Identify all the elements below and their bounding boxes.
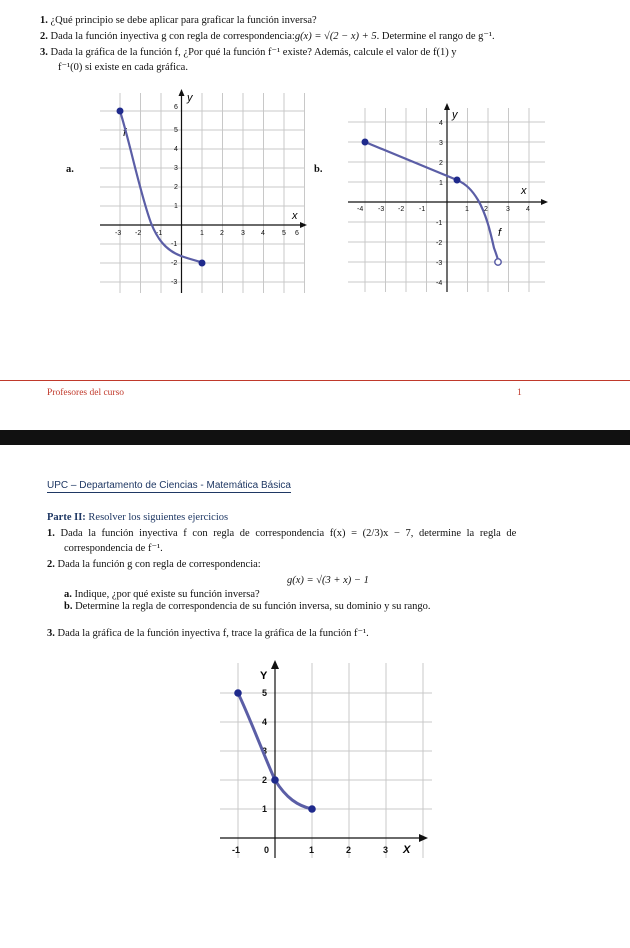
svg-text:2: 2 <box>262 775 268 785</box>
svg-text:4: 4 <box>262 717 268 727</box>
svg-text:-2: -2 <box>135 230 142 237</box>
svg-text:-1: -1 <box>156 230 163 237</box>
svg-text:-2: -2 <box>398 206 405 213</box>
footer-divider <box>0 380 630 381</box>
svg-text:-4: -4 <box>357 206 364 213</box>
graph-c-x-label: X <box>403 844 411 856</box>
svg-text:-2: -2 <box>171 260 178 267</box>
svg-text:3: 3 <box>383 845 389 855</box>
svg-text:1: 1 <box>174 203 178 210</box>
part-title: Parte II: Resolver los siguientes ejercicios <box>47 512 229 523</box>
svg-text:4: 4 <box>261 230 265 237</box>
svg-text:3: 3 <box>241 230 245 237</box>
svg-text:3: 3 <box>439 140 443 147</box>
svg-text:-3: -3 <box>436 260 443 267</box>
svg-text:-1: -1 <box>232 845 241 855</box>
p2-question-2b: b. Determine la regla de correspondencia de su función inversa, su dominio y su rango. <box>64 601 431 612</box>
graph-c-start-point <box>234 689 242 697</box>
graph-a-start-point <box>117 108 124 115</box>
graph-c-ticks <box>232 688 388 855</box>
graph-a <box>95 88 310 298</box>
graph-b <box>340 100 550 295</box>
svg-text:3: 3 <box>262 746 268 756</box>
svg-text:2: 2 <box>346 845 352 855</box>
svg-text:4: 4 <box>439 120 443 127</box>
department-header: UPC – Departamento de Ciencias - Matemática Básica <box>47 480 291 491</box>
question-2: 2. Dada la función inyectiva g con regla de correspondencia:g(x) = √(2 − x) + 5. Determine el rango de g⁻¹. <box>40 31 495 42</box>
question-3: 3. Dada la gráfica de la función f, ¿Por qué la función f⁻¹ existe? Además, calcule el valor de f(1) y <box>40 47 457 58</box>
svg-text:6: 6 <box>295 230 299 237</box>
graph-b-mid-point <box>454 177 461 184</box>
graph-a-label: a. <box>66 164 74 175</box>
svg-text:-1: -1 <box>436 220 443 227</box>
p2-question-1: 1. Dada la función inyectiva f con regla de correspondencia f(x) = (2/3)x − 7, determine la regla de <box>47 528 517 539</box>
graph-a-y-label: y <box>187 92 193 104</box>
graph-a-end-point <box>199 260 206 267</box>
svg-text:-2: -2 <box>436 240 443 247</box>
question-3-cont: f⁻¹(0) si existe en cada gráfica. <box>58 62 188 73</box>
svg-text:5: 5 <box>262 688 268 698</box>
footer-page-number: 1 <box>517 388 522 398</box>
svg-text:-3: -3 <box>115 230 122 237</box>
graph-b-y-label: y <box>452 109 458 121</box>
svg-text:2: 2 <box>439 160 443 167</box>
svg-text:-3: -3 <box>378 206 385 213</box>
svg-text:0: 0 <box>264 845 270 855</box>
p2-question-3: 3. Dada la gráfica de la función inyectiva f, trace la gráfica de la función f⁻¹. <box>47 628 369 639</box>
graph-a-func-label: f <box>123 127 127 139</box>
svg-text:5: 5 <box>282 230 286 237</box>
svg-text:1: 1 <box>309 845 315 855</box>
footer-left: Profesores del curso <box>47 388 125 398</box>
svg-text:-4: -4 <box>436 280 443 287</box>
graph-c-y-label: Y <box>260 670 268 682</box>
svg-text:4: 4 <box>526 206 530 213</box>
svg-text:3: 3 <box>506 206 510 213</box>
graph-b-x-label: x <box>521 185 527 197</box>
svg-text:-1: -1 <box>419 206 426 213</box>
svg-text:-3: -3 <box>171 279 178 286</box>
p2-question-2-formula: g(x) = √(3 + x) − 1 <box>287 575 369 586</box>
graph-c-end-point <box>308 805 316 813</box>
svg-text:2: 2 <box>174 184 178 191</box>
graph-a-x-label: x <box>292 210 298 222</box>
p2-question-2a: a. Indique, ¿por qué existe su función inversa? <box>64 589 260 600</box>
svg-text:5: 5 <box>174 127 178 134</box>
graph-b-start-point <box>362 139 369 146</box>
svg-text:1: 1 <box>200 230 204 237</box>
graph-b-open-point <box>495 259 501 265</box>
question-1: 1. ¿Qué principio se debe aplicar para graficar la función inversa? <box>40 15 317 26</box>
svg-text:4: 4 <box>174 146 178 153</box>
svg-text:-1: -1 <box>171 241 178 248</box>
graph-c-mid-point <box>271 776 279 784</box>
svg-text:1: 1 <box>262 804 268 814</box>
svg-text:2: 2 <box>220 230 224 237</box>
svg-text:1: 1 <box>465 206 469 213</box>
svg-text:1: 1 <box>439 180 443 187</box>
svg-text:6: 6 <box>174 104 178 111</box>
svg-text:2: 2 <box>484 206 488 213</box>
svg-text:3: 3 <box>174 165 178 172</box>
graph-c-grid <box>220 663 432 858</box>
p2-question-2: 2. Dada la función g con regla de correspondencia: <box>47 559 261 570</box>
graph-b-func-label: f <box>498 227 502 239</box>
graph-b-label: b. <box>314 164 323 175</box>
graph-c <box>210 658 440 863</box>
p2-question-1-cont: correspondencia de f⁻¹. <box>64 543 163 554</box>
page-separator <box>0 430 630 445</box>
